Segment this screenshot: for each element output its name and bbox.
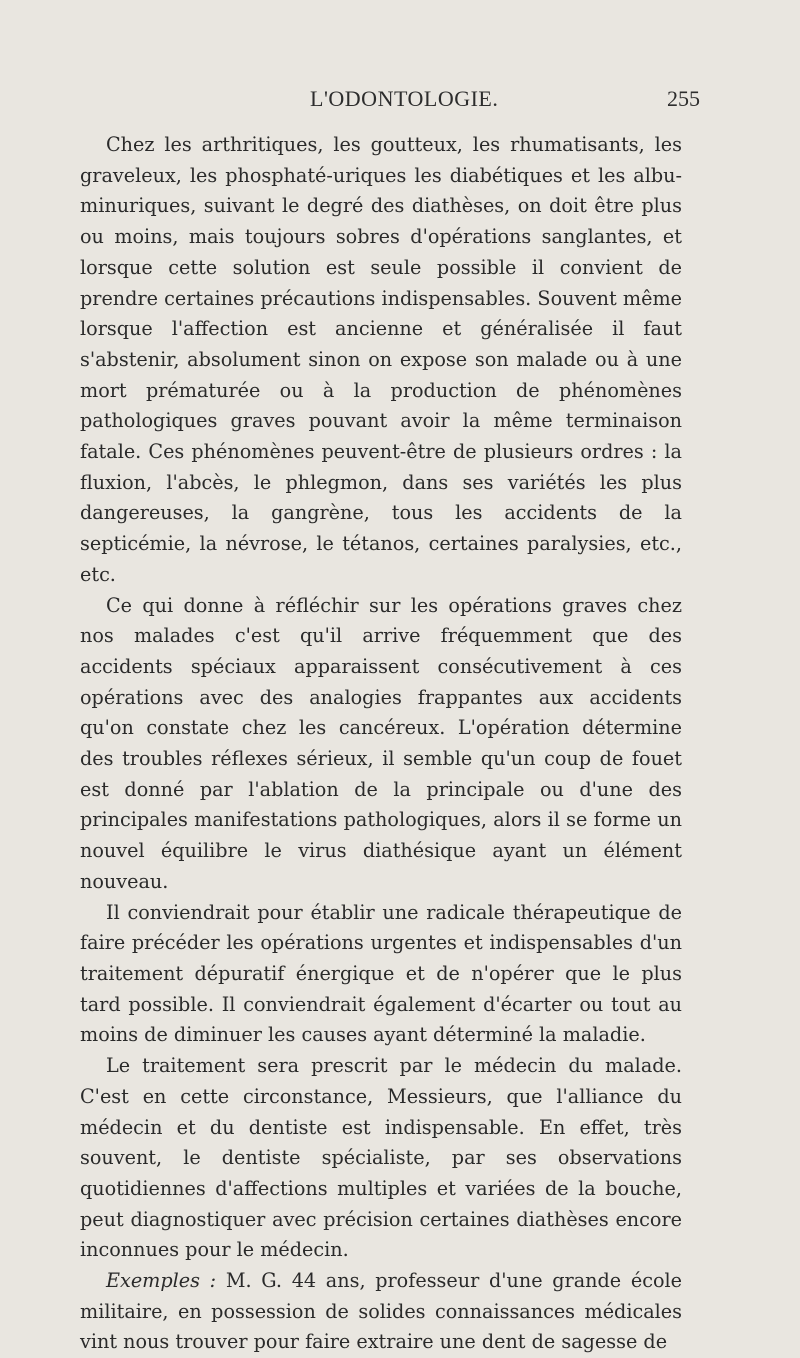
paragraph-3 [80, 898, 682, 1052]
body-text [80, 130, 682, 1358]
paragraph-1 [80, 130, 682, 591]
paragraph-5-lead: Exemples : [106, 1269, 217, 1293]
paragraph-5 [80, 1266, 682, 1358]
paragraph-5-text: M. G. 44 ans, professeur d'une grande école militaire, en possession de solides connaissances médicales vint nous trouver pour faire extraire une dent de sagesse de [80, 1269, 682, 1354]
paragraph-1-text: Chez les arthritiques, les goutteux, les rhumatisants, les graveleux, les phosphaté-uriques les diabétiques et les albuminuriques, suivant le degré des diathèses, on doit être plus ou moins, mais toujours sobres d'opérations sanglantes, et lorsque cette solution est seule possible il convient de prendre certaines précautions indispensables. Souvent même lorsque l'affection est ancienne et généralisée il faut s'abstenir, absolument sinon on expose son malade ou à une mort prématurée ou à la production de phénomènes pathologiques graves pouvant avoir la même terminaison fatale. Ces phénomènes peuvent-être de plusieurs ordres : la fluxion, l'abcès, le phlegmon, dans ses variétés les plus dangereuses, la gangrène, tous les accidents de la septicémie, la névrose, le tétanos, certaines paralysies, etc., etc. [80, 133, 682, 586]
running-title: L'ODONTOLOGIE. [310, 86, 499, 111]
paragraph-2-text: Ce qui donne à réfléchir sur les opérations graves chez nos malades c'est qu'il arrive fréquemment que des accidents spéciaux apparaissent consécutivement à ces opérations avec des analogies frappantes aux accidents qu'on constate chez les cancéreux. L'opération détermine des troubles réflexes sérieux, il semble qu'un coup de fouet est donné par l'ablation de la principale ou d'une des principales manifestations pathologiques, alors il se forme un nouvel équilibre le virus diathésique ayant un élément nouveau. [80, 593, 682, 893]
page-number: 255 [667, 86, 700, 111]
paragraph-3-text: Il conviendrait pour établir une radicale thérapeutique de faire précéder les opérations urgentes et indispensables d'un traitement dépuratif énergique et de n'opérer que le plus tard possible. Il conviendrait également d'écarter ou tout au moins de diminuer les causes ayant déterminé la maladie. [80, 900, 682, 1047]
paragraph-4 [80, 1051, 682, 1266]
paragraph-2 [80, 591, 682, 898]
paragraph-4-text: Le traitement sera prescrit par le médecin du malade. C'est en cette circonstance, Messieurs, que l'alliance du médecin et du dentiste est indispensable. En effet, très souvent, le dentiste spécialiste, par ses observations quotidiennes d'affections multiples et variées de la bouche, peut diagnostiquer avec précision certaines diathèses encore inconnues pour le médecin. [80, 1054, 682, 1262]
page-header [80, 86, 700, 114]
